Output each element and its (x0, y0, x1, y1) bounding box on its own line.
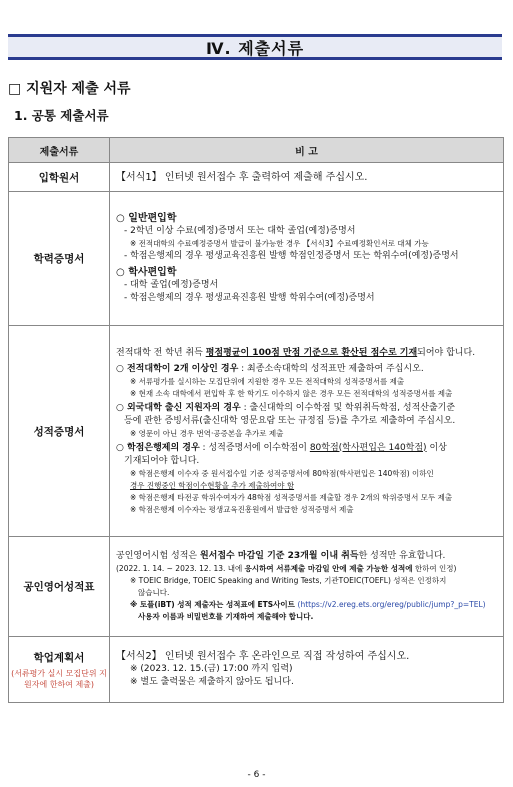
emphasis: 원서접수 마감일 기준 23개월 이내 취득 (199, 551, 359, 561)
text: (2022. 1. 14. ~ 2023. 12. 13. 내에 (116, 564, 245, 573)
text: 공인영어시험 성적은 (116, 551, 200, 561)
text: 되어야 합니다. (417, 347, 476, 358)
row-label-transcript: 성적증명서 (9, 326, 110, 537)
case-title: ○ 외국대학 출신 지원자의 경우 (116, 402, 241, 413)
degree-line: - 학점은행제의 경우 평생교육진흥원 발행 학위수여(예정)증명서 (124, 293, 375, 303)
english-validity (116, 550, 497, 563)
chapter-title: Ⅳ. 제출서류 (205, 38, 305, 58)
transcript-intro (116, 347, 497, 360)
row-application-remark (110, 163, 504, 192)
row-degree-remark (110, 192, 504, 326)
row-label-application: 입학원서 (9, 163, 110, 192)
text: 등에 관한 증빙서류(출신대학 영문요람 또는 규정집 등)를 추가로 제출하여 주십시오. (124, 415, 456, 426)
row-english-remark (110, 537, 504, 637)
emphasis: 평점평균이 100점 만점 기준으로 환산된 점수로 기재 (205, 347, 418, 358)
note: ※ 학점은행제 이수자는 평생교육진흥원에서 발급한 성적증명서 제출 (130, 504, 354, 514)
row-study-plan-remark (110, 637, 504, 703)
text: 이상 (426, 442, 447, 453)
note: ※ 서류평가를 실시하는 모집단위에 지원한 경우 모든 전적대학의 성적증명서를 제출 (130, 376, 405, 386)
case-title: ○ 전적대학이 2개 이상인 경우 (116, 363, 239, 374)
documents-table (8, 137, 504, 703)
note: ※ 별도 출력물은 제출하지 않아도 됩니다. (130, 677, 294, 687)
bachelor-transfer-heading: ○ 학사편입학 (116, 267, 177, 278)
case-credit-bank (116, 442, 497, 455)
case-multiple-colleges (116, 363, 497, 376)
ets-link[interactable]: (https://v2.ereg.ets.org/ereg/public/jump?_p=TEL) (297, 600, 486, 609)
degree-line: - 학점은행제의 경우 평생교육진흥원 발행 학점인정증명서 또는 학위수여(예정)증명서 (124, 251, 459, 261)
row-label-english: 공인영어성적표 (9, 537, 110, 637)
toefl-note (116, 599, 497, 611)
red-note: (서류평가 실시 모집단위 지원자에 한하여 제출) (11, 668, 107, 689)
degree-note: ※ 전적대학의 수료예정증명서 발급이 불가능한 경우 【서식3】수료예정확인서로 대체 가능 (130, 239, 429, 248)
note: ※ 영문이 아닌 경우 번역·공증본을 추가로 제출 (130, 428, 284, 438)
emphasis: 응시하여 서류제출 마감일 안에 제출 가능한 성적에 (244, 564, 413, 573)
header-documents: 제출서류 (9, 138, 110, 163)
text: 【서식2】 인터넷 원서접수 후 온라인으로 직접 작성하여 주십시오. (116, 651, 410, 662)
note: ※ 현재 소속 대학에서 편입학 후 한 학기도 이수하지 않은 경우 모든 전적대학의 성적증명서를 제출 (130, 388, 453, 398)
note: ※ TOEIC Bridge, TOEIC Speaking and Writing Tests, 기관TOEIC(TOEFL) 성적은 인정하지 (130, 576, 447, 585)
note: 사용자 이름과 비밀번호를 기재하여 제출해야 합니다. (138, 612, 314, 621)
header-remarks: 비 고 (110, 138, 504, 163)
text: 한 성적만 유효합니다. (358, 551, 446, 561)
case-title: ○ 학점은행제의 경우 (116, 442, 200, 453)
row-label-study-plan (9, 637, 110, 703)
page-number: - 6 - (247, 770, 266, 780)
degree-line: - 2학년 이상 수료(예정)증명서 또는 대학 졸업(예정)증명서 (124, 226, 356, 236)
text: ※ 토플(iBT) 성적 제출자는 성적표에 ETS사이트 (130, 600, 298, 609)
row-label-degree: 학력증명서 (9, 192, 110, 326)
note: 않습니다. (138, 588, 170, 597)
note: ※ 학점은행제 타전공 학위수여자가 48학점 성적증명서를 제출할 경우 2개의 학위증명서 모두 제출 (130, 492, 453, 502)
note: ※ (2023. 12. 15.(금) 17:00 까지 입력) (130, 664, 293, 674)
text: : 최종소속대학의 성적표만 제출하여 주십시오. (238, 363, 424, 374)
text: 한하여 인정) (412, 564, 457, 573)
label: 학업계획서 (33, 651, 85, 664)
application-text: 【서식1】 인터넷 원서접수 후 출력하여 제출해 주십시오. (116, 171, 368, 183)
general-transfer-heading: ○ 일반편입학 (116, 213, 177, 224)
note: ※ 학점은행제 이수자 중 원서접수일 기준 성적증명서에 80학점(학사편입은 140학점) 이하인 (130, 468, 434, 478)
case-foreign (116, 402, 497, 415)
degree-line: - 대학 졸업(예정)증명서 (124, 280, 219, 290)
english-period (116, 563, 497, 575)
text: 기재되어야 합니다. (124, 455, 200, 466)
text: : 출신대학의 이수학점 및 학위취득학점, 성적산출기준 (240, 402, 456, 413)
text: : 성적증명서에 이수학점이 (199, 442, 310, 453)
row-transcript-remark (110, 326, 504, 537)
note: 경우 진행중인 학점이수현황을 추가 제출하여야 함 (130, 480, 295, 490)
section-heading: □ 지원자 제출 서류 (8, 81, 131, 97)
subsection-heading: 1. 공통 제출서류 (14, 108, 109, 123)
emphasis: 80학점(학사편입은 140학점) (309, 442, 427, 453)
text: 전적대학 전 학년 취득 (116, 347, 206, 358)
chapter-title-box (8, 34, 502, 60)
